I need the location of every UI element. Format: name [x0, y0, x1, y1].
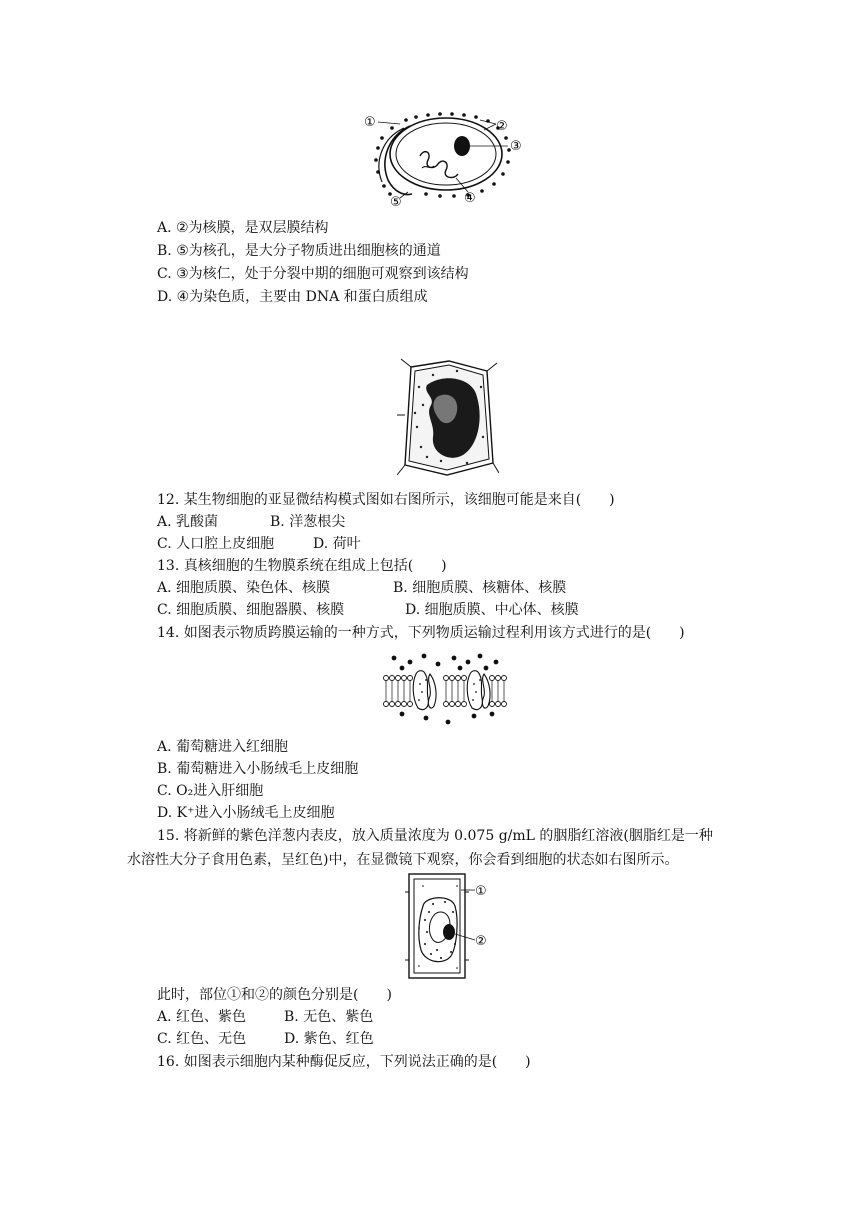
- q15-option-d: D. 紫色、红色: [284, 1031, 374, 1047]
- q12-option-c: C. 人口腔上皮细胞: [157, 536, 275, 552]
- q15-option-b: B. 无色、紫色: [284, 1009, 374, 1025]
- label-5: ⑤: [390, 195, 402, 208]
- q14-option-d: D. K⁺进入小肠绒毛上皮细胞: [157, 805, 335, 821]
- label-2: ②: [496, 119, 508, 134]
- q12-option-b: B. 洋葱根尖: [270, 514, 346, 530]
- q14-option-a: A. 葡萄糖进入红细胞: [157, 739, 289, 755]
- q12-stem: 12. 某生物细胞的亚显微结构模式图如右图所示，该细胞可能是来自( ): [157, 492, 615, 508]
- q12-option-d: D. 荷叶: [313, 536, 361, 552]
- q15-option-a: A. 红色、紫色: [157, 1009, 247, 1025]
- label-3: ③: [510, 139, 522, 154]
- q15-option-c: C. 红色、无色: [157, 1031, 247, 1047]
- q13-stem: 13. 真核细胞的生物膜系统在组成上包括( ): [157, 558, 447, 574]
- q15-stem-line1: 15. 将新鲜的紫色洋葱内表皮，放入质量浓度为 0.075 g/mL 的胭脂红溶液(胭脂红是一种: [157, 828, 713, 844]
- q12-option-a: A. 乳酸菌: [157, 514, 219, 530]
- label-2: ②: [475, 934, 487, 949]
- q13-option-c: C. 细胞质膜、细胞器膜、核膜: [157, 602, 345, 618]
- q13-option-a: A. 细胞质膜、染色体、核膜: [157, 580, 331, 596]
- q11-option-a: A. ②为核膜，是双层膜结构: [157, 220, 329, 236]
- nucleus-figure: [360, 108, 540, 208]
- q15-question: 此时，部位①和②的颜色分别是( ): [157, 987, 392, 1003]
- q13-option-d: D. 细胞质膜、中心体、核膜: [405, 602, 579, 618]
- q14-option-b: B. 葡萄糖进入小肠绒毛上皮细胞: [157, 761, 359, 777]
- plant-cell-figure: [397, 357, 499, 479]
- label-1: ①: [475, 884, 487, 899]
- label-4: ④: [464, 191, 476, 206]
- label-1: ①: [364, 115, 376, 130]
- q16-stem: 16. 如图表示细胞内某种酶促反应，下列说法正确的是( ): [157, 1054, 531, 1070]
- q11-option-c: C. ③为核仁，处于分裂中期的细胞可观察到该结构: [157, 266, 469, 282]
- q14-stem: 14. 如图表示物质跨膜运输的一种方式，下列物质运输过程利用该方式进行的是( ): [157, 625, 685, 641]
- q11-option-d: D. ④为染色质，主要由 DNA 和蛋白质组成: [157, 289, 428, 305]
- q13-option-b: B. 细胞质膜、核糖体、核膜: [393, 580, 567, 596]
- membrane-transport-figure: [380, 652, 510, 726]
- q15-stem-line2: 水溶性大分子食用色素，呈红色)中，在显微镜下观察，你会看到细胞的状态如右图所示。: [127, 852, 679, 868]
- q14-option-c: C. O₂进入肝细胞: [157, 783, 264, 799]
- plasmolysis-figure: [405, 872, 505, 980]
- q11-option-b: B. ⑤为核孔，是大分子物质进出细胞核的通道: [157, 243, 441, 259]
